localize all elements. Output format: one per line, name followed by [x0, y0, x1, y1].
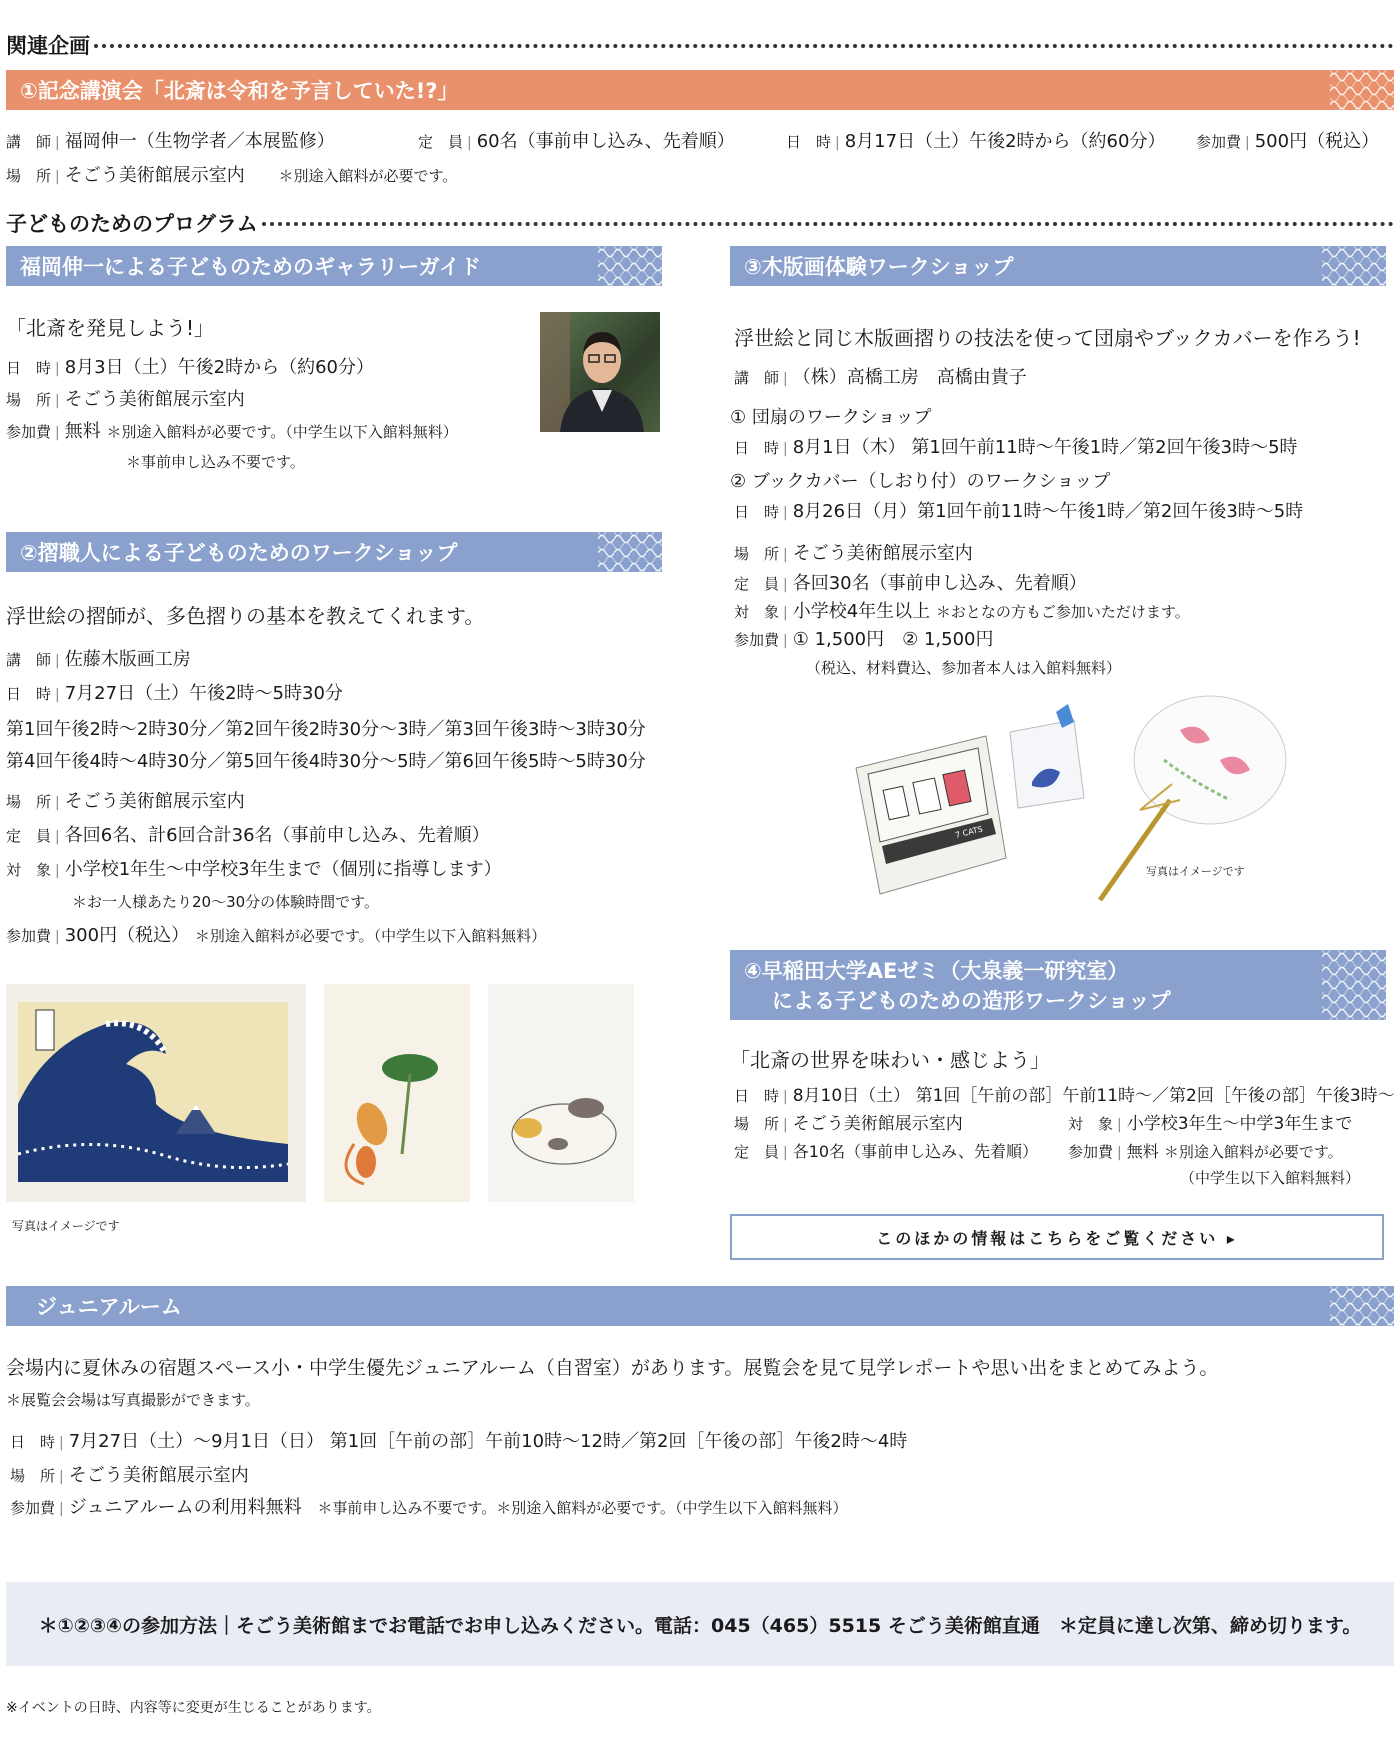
book-cover-photo — [846, 718, 1016, 898]
lecture-lecturer-row: 講 師 | 福岡伸一（生物学者／本展監修） — [6, 131, 335, 152]
lecture-title: ①記念講演会「北斎は令和を予言していた!?」 — [20, 79, 459, 103]
wave-pattern-icon — [598, 532, 662, 572]
waseda-bar — [730, 950, 1386, 1020]
waseda-title-line1: ④早稲田大学AEゼミ（大泉義一研究室） — [744, 959, 1129, 983]
woodblock-place: そごう美術館展示室内 — [792, 543, 973, 564]
waseda-fee: 無料 — [1126, 1142, 1159, 1161]
woodblock-ws2-datetime: 8月26日（月）第1回午前11時～午後1時／第2回午後3時～5時 — [792, 501, 1304, 522]
label: 講 師 — [6, 133, 52, 151]
junior-fee: ジュニアルームの利用料無料 — [68, 1497, 302, 1518]
woodblock-lecturer: （株）高橋工房 高橋由貴子 — [792, 367, 1027, 388]
printmaker-bar — [6, 532, 662, 572]
lecture-bar — [6, 70, 1394, 110]
printmaker-fee: 300円（税込） — [64, 925, 190, 946]
lecture-lecturer: 福岡伸一（生物学者／本展監修） — [64, 131, 335, 152]
label: 定 員 — [734, 1143, 780, 1161]
woodblock-capacity-row: 定 員 | 各回30名（事前申し込み、先着順） — [734, 573, 1087, 594]
printmaker-capacity: 各回6名、計6回合計36名（事前申し込み、先着順） — [64, 825, 490, 846]
gallery-datetime: 8月3日（土）午後2時から（約60分） — [64, 357, 374, 378]
label: 日 時 — [6, 685, 52, 703]
printmaker-target-row: 対 象 | 小学校1年生～中学校3年生まで（個別に指導します） — [6, 859, 502, 880]
junior-datetime: 7月27日（土）～9月1日（日） 第1回［午前の部］午前10時～12時／第2回［午後の部］午後2時～4時 — [68, 1431, 908, 1452]
label: 対 象 — [6, 861, 52, 879]
waseda-target-row: 対 象 | 小学校3年生～中学3年生まで — [1068, 1114, 1353, 1134]
label: 講 師 — [6, 651, 52, 669]
lecture-capacity: 60名（事前申し込み、先着順） — [476, 131, 735, 152]
gallery-place: そごう美術館展示室内 — [64, 389, 245, 410]
lecture-place-note: ＊別途入館料が必要です。 — [278, 167, 458, 185]
junior-place-row: 場 所 | そごう美術館展示室内 — [10, 1465, 249, 1486]
woodblock-ws2-datetime-row: 日 時 | 8月26日（月）第1回午前11時～午後1時／第2回午後3時～5時 — [734, 501, 1304, 522]
book-cover-text: 7 CATS — [954, 824, 984, 840]
lecture-datetime-row: 日 時 | 8月17日（土）午後2時から（約60分） — [786, 131, 1166, 152]
woodblock-bar — [730, 246, 1386, 286]
label: 参加費 — [1196, 133, 1242, 151]
label: 定 員 — [734, 575, 780, 593]
label: 定 員 — [418, 133, 464, 151]
label: 日 時 — [734, 1087, 780, 1105]
printmaker-lecturer-row: 講 師 | 佐藤木版画工房 — [6, 649, 191, 670]
woodblock-lead: 浮世絵と同じ木版画摺りの技法を使って団扇やブックカバーを作ろう! — [734, 326, 1361, 350]
waseda-subtitle: 「北斎の世界を味わい・感じよう」 — [730, 1048, 1050, 1072]
label: 場 所 — [734, 1115, 780, 1133]
woodblock-ws1: ① 団扇のワークショップ — [730, 407, 932, 428]
dotted-divider — [94, 44, 1394, 48]
great-wave-photo — [6, 984, 306, 1202]
label: 場 所 — [6, 391, 52, 409]
junior-datetime-row: 日 時 | 7月27日（土）～9月1日（日） 第1回［午前の部］午前10時～12時／第2回［午後の部］午後2時～4時 — [10, 1431, 908, 1452]
woodblock-title: ③木版画体験ワークショップ — [744, 255, 1014, 279]
change-notice: ※イベントの日時、内容等に変更が生じることがあります。 — [6, 1700, 381, 1716]
waseda-capacity-row: 定 員 | 各10名（事前申し込み、先着順） — [734, 1140, 1038, 1165]
junior-place: そごう美術館展示室内 — [68, 1465, 249, 1486]
woodblock-place-row: 場 所 | そごう美術館展示室内 — [734, 543, 973, 564]
label: 講 師 — [734, 369, 780, 387]
application-info: ＊①②③④の参加方法｜そごう美術館までお電話でお申し込みください。電話：045（465）5515 そごう美術館直通 ＊定員に達し次第、締め切ります。 — [38, 1614, 1362, 1637]
woodblock-capacity: 各回30名（事前申し込み、先着順） — [792, 573, 1087, 594]
label: 参加費 — [1068, 1143, 1114, 1161]
printmaker-lead: 浮世絵の摺師が、多色摺りの基本を教えてくれます。 — [6, 604, 485, 628]
waseda-datetime: 8月10日（土） 第1回［午前の部］午前11時～／第2回［午後の部］午後3時～ — [792, 1086, 1395, 1106]
printmaker-datetime: 7月27日（土）午後2時～5時30分 — [64, 683, 343, 704]
lecture-capacity-row: 定 員 | 60名（事前申し込み、先着順） — [418, 131, 735, 152]
lecturer-photo — [540, 312, 660, 432]
gallery-datetime-row: 日 時 | 8月3日（土）午後2時から（約60分） — [6, 357, 374, 378]
gallery-place-row: 場 所 | そごう美術館展示室内 — [6, 389, 245, 410]
waseda-place-row: 場 所 | そごう美術館展示室内 — [734, 1114, 963, 1134]
printmaker-sessions-2: 第4回午後4時～4時30分／第5回午後4時30分～5時／第6回午後5時～5時30分 — [6, 751, 646, 772]
wave-pattern-icon — [1322, 950, 1386, 1020]
label: 定 員 — [6, 827, 52, 845]
woodblock-lecturer-row: 講 師 | （株）高橋工房 高橋由貴子 — [734, 367, 1027, 388]
junior-title: ジュニアルーム — [36, 1295, 182, 1319]
label: 対 象 — [734, 603, 780, 621]
dotted-divider — [262, 222, 1394, 226]
label: 対 象 — [1068, 1115, 1114, 1133]
woodblock-fee-row: 参加費 | ① 1,500円 ② 1,500円 — [734, 629, 994, 650]
kids-heading: 子どものためのプログラム — [6, 212, 258, 236]
woodblock-ws2: ② ブックカバー（しおり付）のワークショップ — [730, 471, 1111, 492]
gallery-title: 福岡伸一による子どものためのギャラリーガイド — [20, 255, 481, 279]
printmaker-sessions-1: 第1回午後2時～2時30分／第2回午後2時30分～3時／第3回午後3時～3時30分 — [6, 719, 646, 740]
woodblock-ws1-datetime-row: 日 時 | 8月1日（木） 第1回午前11時～午後1時／第2回午後3時～5時 — [734, 437, 1298, 458]
printmaker-title: ②摺職人による子どものためのワークショップ — [20, 541, 458, 565]
woodblock-target: 小学校4年生以上 — [792, 601, 931, 622]
lecture-fee: 500円（税込） — [1254, 131, 1380, 152]
wave-pattern-icon — [1330, 70, 1394, 110]
label: 日 時 — [734, 503, 780, 521]
label: 参加費 — [6, 423, 52, 441]
label: 日 時 — [6, 359, 52, 377]
woodblock-ws1-datetime: 8月1日（木） 第1回午前11時～午後1時／第2回午後3時～5時 — [792, 437, 1298, 458]
waseda-fee-row: 参加費 | 無料 ＊別途入館料が必要です。 — [1068, 1140, 1343, 1165]
gallery-subtitle: 「北斎を発見しよう!」 — [6, 316, 215, 340]
lecture-datetime: 8月17日（土）午後2時から（約60分） — [844, 131, 1166, 152]
gallery-fee-row: 参加費 | 無料 ＊別途入館料が必要です。（中学生以下入館料無料） — [6, 421, 458, 442]
lecture-place: そごう美術館展示室内 — [64, 165, 245, 186]
printmaker-capacity-row: 定 員 | 各回6名、計6回合計36名（事前申し込み、先着順） — [6, 825, 490, 846]
junior-note: ＊展覧会会場は写真撮影ができます。 — [6, 1391, 260, 1409]
printmaker-target: 小学校1年生～中学校3年生まで（個別に指導します） — [64, 859, 502, 880]
label: 日 時 — [10, 1433, 56, 1451]
printmaker-lecturer: 佐藤木版画工房 — [64, 649, 191, 670]
printmaker-target-note: ＊お一人様あたり20～30分の体験時間です。 — [72, 893, 379, 911]
label: 場 所 — [6, 167, 52, 185]
woodblock-fee-note: （税込、材料費込、参加者本人は入館料無料） — [806, 659, 1122, 677]
junior-bar — [6, 1286, 1394, 1326]
label: 参加費 — [734, 631, 780, 649]
label: 参加費 — [10, 1499, 56, 1517]
woodblock-target-note: ＊おとなの方もご参加いただけます。 — [935, 603, 1190, 621]
lecture-fee-row: 参加費 | 500円（税込） — [1196, 131, 1380, 152]
waseda-fee-note2: （中学生以下入館料無料） — [1180, 1169, 1361, 1187]
printmaker-fee-row: 参加費 | 300円（税込） ＊別途入館料が必要です。（中学生以下入館料無料） — [6, 925, 547, 946]
junior-fee-row: 参加費 | ジュニアルームの利用料無料 ＊事前申し込み不要です。＊別途入館料が必要です。（中学生以下入館料無料） — [10, 1497, 848, 1518]
wave-pattern-icon — [1330, 1286, 1394, 1326]
more-info-button[interactable]: このほかの情報はこちらをご覧ください ▸ — [730, 1214, 1384, 1260]
waseda-place: そごう美術館展示室内 — [792, 1114, 963, 1134]
goldfish-print-photo — [324, 984, 470, 1202]
gallery-bar — [6, 246, 662, 286]
cat-print-photo — [488, 984, 634, 1202]
label: 場 所 — [6, 793, 52, 811]
label: 日 時 — [734, 439, 780, 457]
lecture-place-row: 場 所 | そごう美術館展示室内 ＊別途入館料が必要です。 — [6, 165, 458, 186]
gallery-fee-note2: ＊事前申し込み不要です。 — [126, 453, 305, 471]
application-info-box — [6, 1582, 1394, 1666]
wave-pattern-icon — [1322, 246, 1386, 286]
woodblock-target-row: 対 象 | 小学校4年生以上 ＊おとなの方もご参加いただけます。 — [734, 601, 1190, 622]
label: 場 所 — [10, 1467, 56, 1485]
label: 日 時 — [786, 133, 832, 151]
woodblock-photo-caption: 写真はイメージです — [1146, 865, 1245, 878]
printmaker-photo-caption: 写真はイメージです — [12, 1219, 120, 1233]
wave-pattern-icon — [598, 246, 662, 286]
waseda-target: 小学校3年生～中学3年生まで — [1126, 1114, 1353, 1134]
label: 参加費 — [6, 927, 52, 945]
label: 場 所 — [734, 545, 780, 563]
gallery-fee: 無料 — [64, 421, 101, 442]
printmaker-place-row: 場 所 | そごう美術館展示室内 — [6, 791, 245, 812]
waseda-title-line2: による子どものための造形ワークショップ — [772, 989, 1171, 1013]
junior-lead: 会場内に夏休みの宿題スペース小・中学生優先ジュニアルーム（自習室）があります。展覧会を見て見学レポートや思い出をまとめてみよう。 — [6, 1357, 1219, 1379]
waseda-capacity: 各10名（事前申し込み、先着順） — [792, 1142, 1039, 1161]
waseda-fee-note: ＊別途入館料が必要です。 — [1163, 1143, 1343, 1161]
printmaker-fee-note: ＊別途入館料が必要です。（中学生以下入館料無料） — [194, 927, 547, 945]
waseda-datetime-row: 日 時 | 8月10日（土） 第1回［午前の部］午前11時～／第2回［午後の部］午後3時～ — [734, 1086, 1395, 1106]
printmaker-datetime-row: 日 時 | 7月27日（土）午後2時～5時30分 — [6, 683, 343, 704]
bookmark-photo — [1004, 702, 1090, 812]
woodblock-fee: ① 1,500円 ② 1,500円 — [792, 629, 994, 650]
printmaker-place: そごう美術館展示室内 — [64, 791, 245, 812]
gallery-fee-note: ＊別途入館料が必要です。（中学生以下入館料無料） — [106, 423, 458, 441]
junior-fee-note: ＊事前申し込み不要です。＊別途入館料が必要です。（中学生以下入館料無料） — [317, 1499, 848, 1517]
related-heading: 関連企画 — [6, 34, 90, 58]
